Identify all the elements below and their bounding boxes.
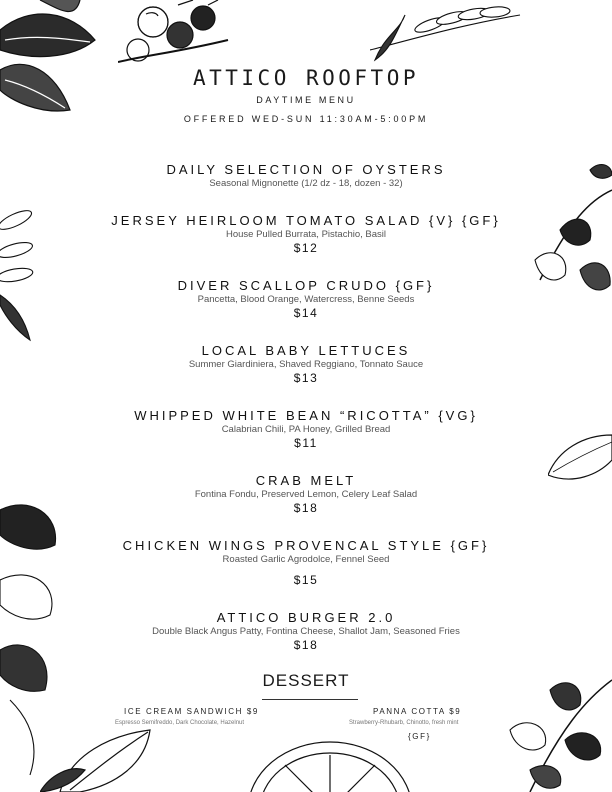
item-description: Roasted Garlic Agrodolce, Fennel Seed: [222, 554, 390, 565]
item-description: House Pulled Burrata, Pistachio, Basil: [226, 229, 386, 240]
restaurant-title: ATTICO ROOFTOP: [192, 66, 419, 90]
item-description: Summer Giardiniera, Shaved Reggiano, Tonnato Sauce: [188, 359, 424, 370]
item-price: $12: [293, 241, 319, 255]
menu-item: [0, 538, 612, 587]
item-name: DAILY SELECTION OF OYSTERS: [166, 162, 446, 177]
item-price: $13: [293, 371, 319, 385]
menu-item: [0, 408, 612, 450]
item-price: $15: [293, 573, 319, 587]
menu-item: [0, 343, 612, 385]
dessert-divider: [262, 699, 358, 700]
item-description: Pancetta, Blood Orange, Watercress, Benne Seeds: [197, 294, 415, 305]
menu-subtitle: DAYTIME MENU: [256, 95, 356, 105]
dessert-item-description: Espresso Semifreddo, Dark Chocolate, Hazelnut: [115, 720, 245, 726]
dessert-item-name: PANNA COTTA $9: [373, 707, 462, 716]
menu-item: [0, 610, 612, 652]
item-name: JERSEY HEIRLOOM TOMATO SALAD {V} {GF}: [111, 213, 501, 228]
dessert-item-name: ICE CREAM SANDWICH $9: [124, 707, 259, 716]
item-name: ATTICO BURGER 2.0: [216, 610, 396, 625]
item-price: $11: [294, 436, 318, 450]
menu-item: [0, 278, 612, 320]
item-name: DIVER SCALLOP CRUDO {GF}: [177, 278, 435, 293]
dessert-heading: DESSERT: [262, 671, 350, 690]
item-description: Calabrian Chili, PA Honey, Grilled Bread: [221, 424, 391, 435]
item-price: $14: [293, 306, 319, 320]
item-name: CHICKEN WINGS PROVENCAL STYLE {GF}: [122, 538, 490, 553]
dessert-item-tag: {GF}: [408, 732, 431, 741]
item-description: Seasonal Mignonette (1/2 dz - 18, dozen - 32): [209, 178, 403, 189]
menu-item: [0, 473, 612, 515]
basil-leaves-illustration-top-left: [0, 0, 110, 130]
item-name: CRAB MELT: [255, 473, 357, 488]
item-price: $18: [293, 638, 319, 652]
wheat-stalks-illustration-top-right: [370, 0, 530, 70]
menu-hours: OFFERED WED-SUN 11:30AM-5:00PM: [183, 114, 429, 124]
dessert-item-description: Strawberry-Rhubarb, Chinotto, fresh mint: [349, 720, 459, 726]
menu-item: [0, 162, 612, 189]
basil-illustration-bottom: [40, 720, 180, 792]
item-description: Double Black Angus Patty, Fontina Cheese, Shallot Jam, Seasoned Fries: [152, 626, 460, 637]
menu-item: [0, 213, 612, 255]
item-name: WHIPPED WHITE BEAN “RICOTTA” {VG}: [134, 408, 478, 423]
item-price: $18: [293, 501, 319, 515]
item-name: LOCAL BABY LETTUCES: [201, 343, 411, 358]
citrus-slice-illustration: [245, 740, 415, 792]
item-description: Fontina Fondu, Preserved Lemon, Celery Leaf Salad: [194, 489, 418, 500]
